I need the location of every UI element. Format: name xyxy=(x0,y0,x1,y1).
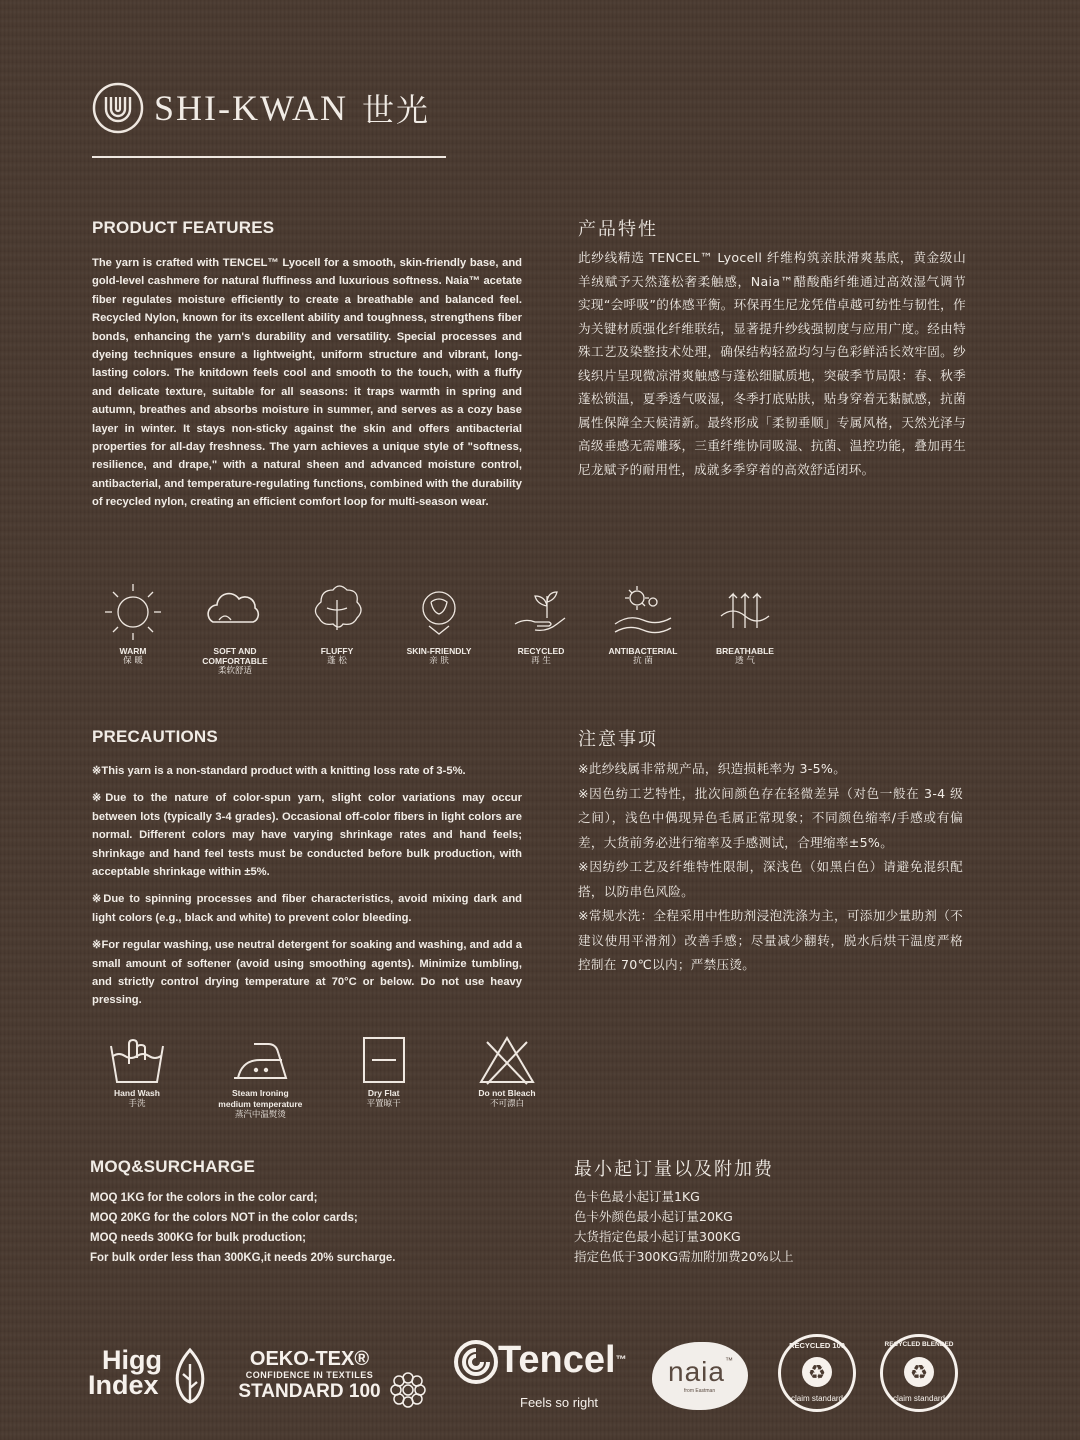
moq-list xyxy=(90,1188,396,1268)
shikwan-logo-icon xyxy=(92,82,144,134)
moq-line: MOQ needs 300KG for bulk production; xyxy=(90,1232,306,1244)
precaution-item: ※Due to the nature of color-spun yarn, slight color variations may occur between lots (typically 3-4 grades). Occasional off-color fibers in light colors are normal. Different colors may have varying shrinkage rates and hand feels; shrinkage and hand feel tests must be conducted before bulk production, with acceptable shrinkage within ±5%. xyxy=(92,792,522,879)
care-label-cn: 不可漂白 xyxy=(489,1099,524,1109)
dry-flat-icon xyxy=(352,1034,416,1086)
feature-label-cn: 亲 肤 xyxy=(429,656,449,666)
moq-line: MOQ 1KG for the colors in the color card; xyxy=(90,1192,318,1204)
header-divider xyxy=(92,156,446,158)
care-label: Do not Bleach xyxy=(478,1088,536,1098)
cotton-icon xyxy=(305,580,369,642)
higg-index-logo xyxy=(88,1345,162,1400)
feature-warm xyxy=(82,580,184,677)
moq-heading: MOQ&SURCHARGE xyxy=(90,1157,256,1176)
care-label-cn: 蒸汽中温熨烫 xyxy=(234,1110,286,1120)
feature-label-cn: 抗 菌 xyxy=(633,656,653,666)
higg-text: Higg xyxy=(102,1345,162,1375)
hand-plant-icon xyxy=(509,580,573,642)
tencel-text: Tencel xyxy=(498,1339,616,1381)
care-hand-wash xyxy=(82,1034,192,1121)
precaution-item-cn: ※因色纺工艺特性，批次间颜色存在轻微差异（对色一般在 3-4 级之间），浅色中偶现异色毛属正常现象；不同颜色缩率/手感或有偏差，大货前务必进行缩率及手感测试，合理缩率±5%。 xyxy=(578,785,963,850)
feature-label: WARM xyxy=(119,646,147,656)
oeko-text: OEKO-TEX® xyxy=(249,1348,370,1370)
moq-line: For bulk order less than 300KG,it needs 20% surcharge. xyxy=(90,1252,396,1264)
oeko-sub: CONFIDENCE IN TEXTILES xyxy=(245,1370,374,1380)
hand-wash-icon xyxy=(105,1034,169,1086)
precaution-item: ※For regular washing, use neutral detergent for soaking and washing, and add a small amount of softener (avoid using smoothing agents). Minimize tumbling, and strictly control drying temperature at 70°C or below. Do not use heavy pressing. xyxy=(92,939,522,1007)
feature-label-cn: 柔软舒适 xyxy=(217,666,252,676)
precautions-list-cn xyxy=(578,757,963,978)
oeko-tex-logo xyxy=(232,1348,387,1403)
care-icons xyxy=(82,1034,562,1121)
feature-label-cn: 透 气 xyxy=(735,656,755,666)
tencel-logo xyxy=(498,1338,627,1382)
moq-heading-cn: 最小起订量以及附加费 xyxy=(574,1159,774,1180)
naia-sub: from Eastman xyxy=(684,1388,716,1394)
cotton-boll-icon xyxy=(407,580,471,642)
feature-skin-friendly xyxy=(388,580,490,677)
precautions-heading: PRECAUTIONS xyxy=(92,727,218,746)
rcs-top-text: RECYCLED 100 xyxy=(789,1341,845,1350)
rcs-blended-badge xyxy=(880,1334,958,1412)
feature-label: SKIN-FRIENDLY xyxy=(406,646,472,656)
moq-line: MOQ 20KG for the colors NOT in the color cards; xyxy=(90,1212,358,1224)
leaf-icon xyxy=(170,1346,210,1406)
precautions-heading-cn: 注意事项 xyxy=(578,729,658,750)
tencel-tagline: Feels so right xyxy=(520,1395,599,1410)
care-iron xyxy=(205,1034,315,1121)
rcsb-bottom-text: claim standard xyxy=(892,1394,946,1403)
precaution-item: ※Due to spinning processes and fiber characteristics, avoid mixing dark and light colors (e.g., black and white) to prevent color bleeding. xyxy=(92,893,522,924)
product-features-heading: PRODUCT FEATURES xyxy=(92,218,275,237)
brand-name: SHI-KWAN xyxy=(154,88,348,128)
precaution-item-cn: ※此纱线属非常规产品，织造损耗率为 3-5%。 xyxy=(578,761,847,776)
feature-icons xyxy=(82,580,802,677)
naia-name: naia xyxy=(668,1356,725,1387)
feature-label: BREATHABLE xyxy=(716,646,774,656)
product-features-body-cn: 此纱线精选 TENCEL™ Lyocell 纤维构筑亲肤滑爽基底，黄金级山羊绒赋予天然蓬松奢柔触感，Naia™醋酸酯纤维通过高效湿气调节实现“会呼吸”的体感平衡。环保再生尼龙凭借卓越可纺性与韧性，作为关键材质强化纤维联结，显著提升纱线强韧度与应用广度。经由特殊工艺及染整技术处理，确保结构轻盈均匀与色彩鲜活长效牢固。纱线织片呈现微凉滑爽触感与蓬松细腻质地，突破季节局限：春、秋季蓬松锁温，夏季透气吸湿，冬季打底贴肤，贴身穿着无黏腻感，抗菌属性保障全天候清新。最终形成「柔韧垂顺」专属风格，天然光泽与高级垂感无需雕琢，三重纤维协同吸湿、抗菌、温控功能，叠加再生尼龙赋予的耐用性，成就多季穿着的高效舒适闭环。 xyxy=(578,250,966,477)
no-bleach-icon xyxy=(475,1034,539,1086)
oeko-flower-icon xyxy=(388,1370,428,1410)
iron-icon xyxy=(228,1034,292,1086)
moq-line-cn: 大货指定色最小起订量300KG xyxy=(574,1229,741,1244)
precaution-item-cn: ※因纺纱工艺及纤维特性限制，深浅色（如黑白色）请避免混织配搭，以防串色风险。 xyxy=(578,859,963,899)
care-label: Dry Flat xyxy=(367,1088,400,1098)
tencel-tm: ™ xyxy=(615,1354,627,1366)
index-text: Index xyxy=(88,1370,159,1400)
product-features-body: The yarn is crafted with TENCEL™ Lyocell for a smooth, skin-friendly base, and gold-level cashmere for natural fluffiness and luxurious softness. Naia™ acetate fiber regulates moisture efficiently to create a breathable and balanced feel. Recycled Nylon, known for its excellent ability and toughness, strengthens fiber bonds, enhancing the yarn's durability and versatility. Special processes and dyeing techniques ensure a lightweight, uniform structure and vibrant, long-lasting colors. The knitdown feels cool and smooth to the touch, with a fluffy and delicate texture, suitable for all seasons: it traps warmth in spring and autumn, breathes and absorbs moisture in summer, and serves as a cozy base layer in winter. It stays non-sticky against the skin and offers antibacterial properties for all-day freshness. The yarn achieves a unique style of "softness, resilience, and drape," with a natural sheen and advanced moisture control, antibacterial, and temperature-regulating functions, combined with the durability of recycled nylon, creating an efficient comfort loop for multi-season wear. xyxy=(92,257,522,509)
feature-label: RECYCLED xyxy=(517,646,565,656)
precaution-item: ※This yarn is a non-standard product with a knitting loss rate of 3-5%. xyxy=(92,765,466,777)
precautions-list xyxy=(92,762,522,1019)
naia-tm: ™ xyxy=(724,1356,734,1365)
naia-text xyxy=(668,1356,734,1388)
moq-list-cn xyxy=(574,1187,794,1267)
recycle-icon: ♻ xyxy=(802,1357,832,1387)
feature-label-cn: 蓬 松 xyxy=(327,656,347,666)
feature-breathable xyxy=(694,580,796,677)
tencel-icon xyxy=(452,1338,500,1386)
sun-icon xyxy=(101,580,165,642)
brand-name-cn: 世光 xyxy=(361,92,430,128)
moq-line-cn: 色卡色最小起订量1KG xyxy=(574,1189,700,1204)
feature-label: SOFT AND COMFORTABLE xyxy=(202,646,268,666)
feature-label-cn: 再 生 xyxy=(531,656,551,666)
feature-label: FLUFFY xyxy=(320,646,354,656)
naia-logo xyxy=(652,1342,748,1410)
care-label-cn: 平置晾干 xyxy=(366,1099,401,1109)
rcs-100-badge xyxy=(778,1334,856,1412)
feature-antibacterial xyxy=(592,580,694,677)
feature-recycled xyxy=(490,580,592,677)
moq-line-cn: 指定色低于300KG需加附加费20%以上 xyxy=(574,1249,794,1264)
rcs-bottom-text: claim standard xyxy=(790,1394,844,1403)
precaution-item-cn: ※常规水洗：全程采用中性助剂浸泡洗涤为主，可添加少量助剂（不建议使用平滑剂）改善手感；尽量减少翻转，脱水后烘干温度严格控制在 70℃以内；严禁压烫。 xyxy=(578,908,963,972)
rcsb-top-text: RECYCLED BLENDED xyxy=(884,1341,954,1348)
brand-header xyxy=(92,82,430,134)
moq-line-cn: 色卡外颜色最小起订量20KG xyxy=(574,1209,733,1224)
cloud-icon xyxy=(203,580,267,642)
care-label: Steam Ironing medium temperature xyxy=(218,1088,303,1109)
care-label: Hand Wash xyxy=(114,1088,160,1098)
care-label-cn: 手洗 xyxy=(128,1099,146,1109)
feature-label: ANTIBACTERIAL xyxy=(608,646,678,656)
recycle-blended-icon: ♻ xyxy=(904,1357,934,1387)
feature-soft xyxy=(184,580,286,677)
care-no-bleach xyxy=(452,1034,562,1121)
care-dry-flat xyxy=(329,1034,439,1121)
breathable-icon xyxy=(713,580,777,642)
product-features-heading-cn: 产品特性 xyxy=(578,219,658,240)
oeko-standard: STANDARD 100 xyxy=(238,1381,381,1402)
antibacterial-icon xyxy=(611,580,675,642)
feature-label-cn: 保 暖 xyxy=(123,656,143,666)
feature-fluffy xyxy=(286,580,388,677)
